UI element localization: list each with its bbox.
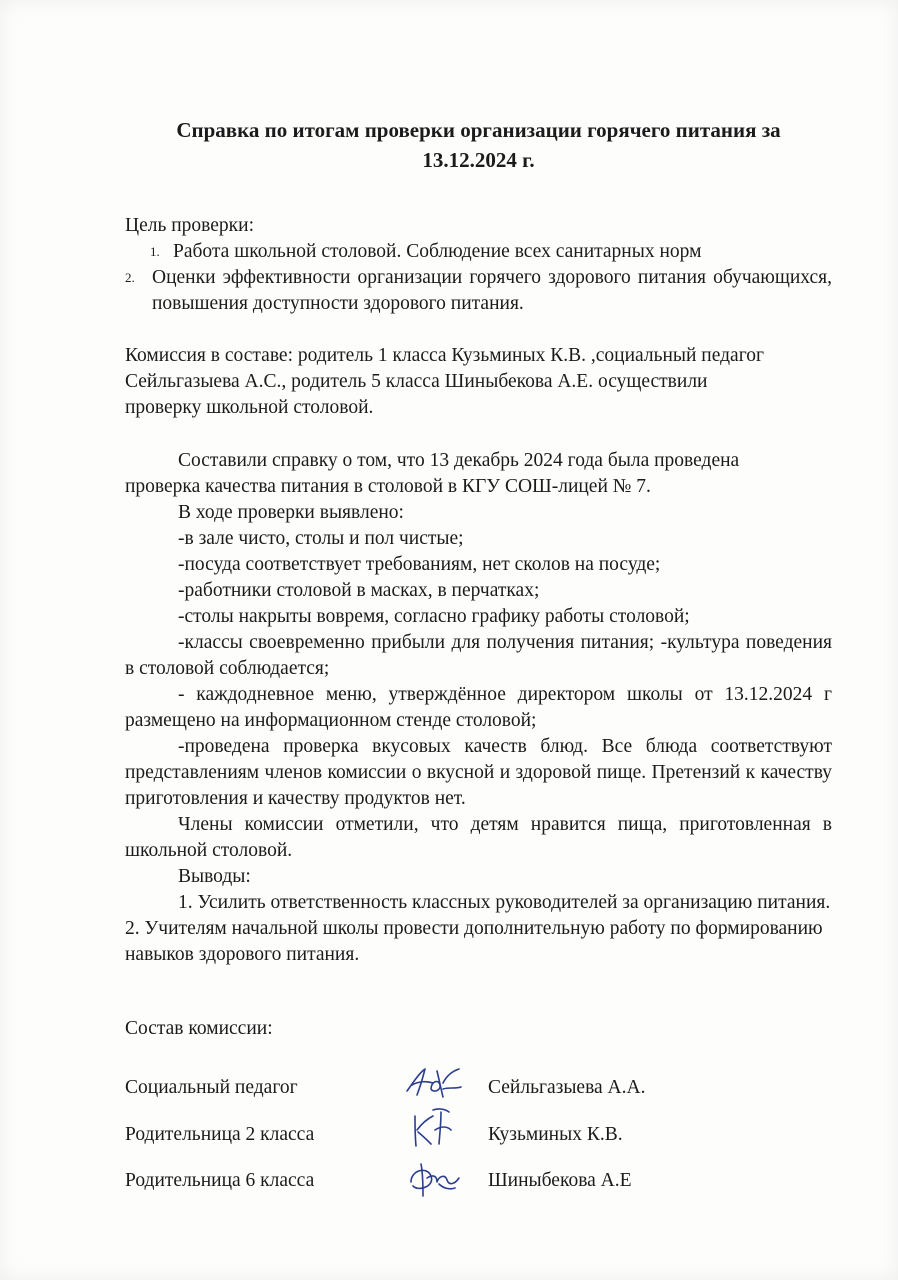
member-name: Сейльгазыева А.А. [488,1077,646,1098]
report-title-line-2: 13.12.2024 г. [422,148,535,172]
report-body [125,115,832,1202]
members-note: Члены комиссии отметили, что детям нравится пища, приготовленная в школьной столовой. [125,814,832,861]
goal-item-number: 1. [150,244,160,259]
finding-item: -работники столовой в масках, в перчатках; [178,580,540,601]
goal-item [125,239,832,265]
handwritten-signature [403,1154,465,1200]
findings-heading: В ходе проверки выявлено: [178,502,404,523]
member-name: Кузьминых К.В. [488,1124,623,1145]
member-name: Шиныбекова А.Е [488,1170,632,1191]
commission-line: Сейльгазыева А.С., родитель 5 класса Шиныбекова А.Е. осуществили [125,371,708,392]
member-role: Родительница 6 класса [125,1170,315,1191]
signature-row [125,1114,832,1154]
goal-item-text: Работа школьной столовой. Соблюдение всех санитарных норм [173,241,702,262]
finding-item: - каждодневное меню, утверждённое директором школы от 13.12.2024 г размещено на информационном стенде столовой; [125,684,832,731]
conclusions-text: 1. Усилить ответственность классных руководителей за организацию питания. 2. Учителям начальной школы провести дополнительную работу по формированию навыков здорового питания. [125,892,831,965]
report-title-line-1: Справка по итогам проверки организации горячего питания за [176,118,781,142]
commission-line: Комиссия в составе: родитель 1 класса Кузьминых К.В. ,социальный педагог [125,345,764,366]
finding-item: -столы накрыты вовремя, согласно графику работы столовой; [178,606,690,627]
signature-block [125,1052,832,1202]
members-heading: Состав комиссии: [125,1018,273,1039]
conclusions-heading: Выводы: [178,866,251,887]
member-role: Социальный педагог [125,1077,298,1098]
finding-item: -проведена проверка вкусовых качеств блюд. Все блюда соответствуют представлениям членов комиссии о вкусной и здоровой пище. Претензий к качеству приготовления и качеству продуктов нет. [125,736,832,809]
findings-section [125,448,832,968]
intro-line: проверка качества питания в столовой в КГУ СОШ-лицей № 7. [125,476,651,497]
intro-line: Составили справку о том, что 13 декабрь 2024 года была проведена [178,450,740,471]
report-title [125,115,832,175]
commission-line: проверку школьной столовой. [125,397,374,418]
finding-item: -посуда соответствует требованиям, нет сколов на посуде; [178,554,661,575]
member-role: Родительница 2 класса [125,1124,315,1145]
goal-heading: Цель проверки: [125,215,254,236]
goal-item [125,265,832,317]
goal-item-text: Оценки эффективности организации горячего здорового питания обучающихся, повышения доступности здорового питания. [152,267,832,314]
finding-item: -в зале чисто, столы и пол чистые; [178,528,464,549]
commission-paragraph [125,343,837,421]
signature-row [125,1067,832,1107]
handwritten-signature [403,1104,465,1150]
goal-list [125,239,832,317]
signature-row [125,1160,832,1200]
goal-item-number: 2. [125,270,135,285]
finding-item: -классы своевременно прибыли для получения питания; -культура поведения в столовой соблюдается; [125,632,832,679]
handwritten-signature [403,1061,465,1107]
